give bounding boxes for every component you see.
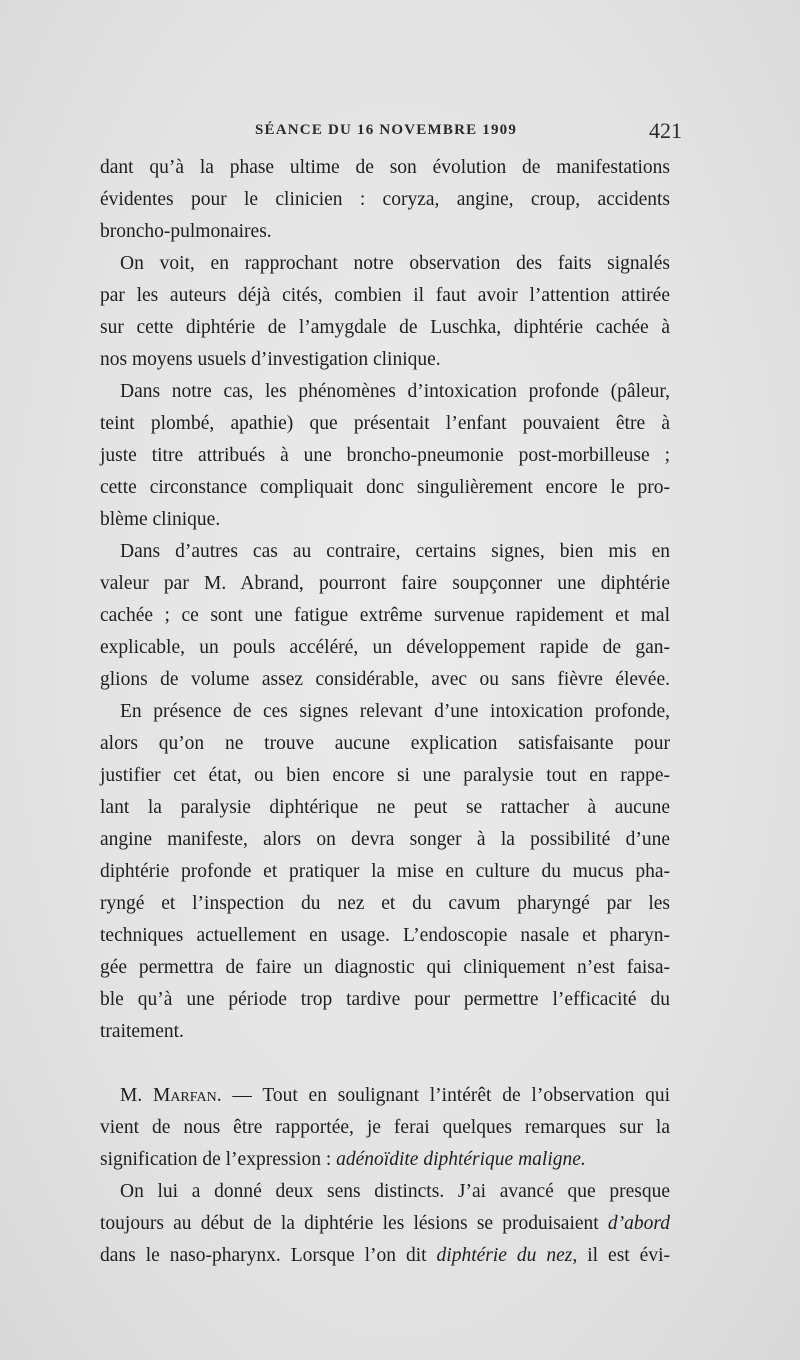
text-line: techniques actuellement en usage. L’endoscopie nasale et pharyn- <box>100 925 670 946</box>
text-line: cette circonstance compliquait donc singulièrement encore le pro- <box>100 477 670 498</box>
italic-term: diphtérie du nez <box>436 1245 573 1266</box>
page-header <box>100 118 682 148</box>
text-line: valeur par M. Abrand, pourront faire soupçonner une diphtérie <box>100 573 670 594</box>
text-line: juste titre attribués à une broncho-pneumonie post-morbilleuse ; <box>100 445 670 466</box>
speaker-line <box>100 1080 670 1112</box>
text-line: gée permettra de faire un diagnostic qui cliniquement n’est faisa- <box>100 957 670 978</box>
text-line: angine manifeste, alors on devra songer à la possibilité d’une <box>100 829 670 850</box>
text-line: glions de volume assez considérable, avec ou sans fièvre élevée. <box>100 669 670 690</box>
text-line: vient de nous être rapportée, je ferai quelques remarques sur la <box>100 1117 670 1138</box>
text-line: Dans d’autres cas au contraire, certains signes, bien mis en <box>120 541 670 562</box>
text-line: nos moyens usuels d’investigation clinique. <box>100 349 441 370</box>
text-span: toujours au début de la diphtérie les lésions se produisaient <box>100 1213 608 1234</box>
text-line: En présence de ces signes relevant d’une intoxication profonde, <box>120 701 670 722</box>
speaker-line-text: — Tout en soulignant l’intérêt de l’observation qui <box>221 1085 671 1106</box>
text-line: On lui a donné deux sens distincts. J’ai avancé que presque <box>120 1181 670 1202</box>
text-line: sur cette diphtérie de l’amygdale de Luschka, diphtérie cachée à <box>100 317 670 338</box>
text-span: signification de l’expression : <box>100 1149 337 1170</box>
text-span: , il est évi- <box>572 1245 670 1266</box>
text-line: On voit, en rapprochant notre observation des faits signalés <box>120 253 670 274</box>
text-line: Dans notre cas, les phénomènes d’intoxication profonde (pâleur, <box>120 381 670 402</box>
page-number: 421 <box>649 118 682 143</box>
text-line <box>100 1144 670 1176</box>
text-line <box>100 1240 670 1272</box>
speaker-name: M. Marfan. <box>120 1085 222 1106</box>
text-line: broncho-pulmonaires. <box>100 221 272 242</box>
text-line <box>100 1208 670 1240</box>
italic-term: d’abord <box>607 1213 670 1234</box>
text-line: ble qu’à une période trop tardive pour permettre l’efficacité du <box>100 989 670 1010</box>
text-line: cachée ; ce sont une fatigue extrême survenue rapidement et mal <box>100 605 670 626</box>
text-span: dans le naso-pharynx. Lorsque l’on dit <box>100 1245 437 1266</box>
section-gap <box>100 1048 670 1080</box>
text-line: justifier cet état, ou bien encore si une paralysie tout en rappe- <box>100 765 670 786</box>
text-line: évidentes pour le clinicien : coryza, angine, croup, accidents <box>100 189 670 210</box>
italic-term: adénoïdite diphtérique maligne. <box>336 1149 586 1170</box>
text-line: par les auteurs déjà cités, combien il faut avoir l’attention attirée <box>100 285 670 306</box>
text-line: traitement. <box>100 1021 184 1042</box>
text-line: alors qu’on ne trouve aucune explication satisfaisante pour <box>100 733 670 754</box>
text-line: teint plombé, apathie) que présentait l’enfant pouvaient être à <box>100 413 670 434</box>
text-line: ryngé et l’inspection du nez et du cavum pharyngé par les <box>100 893 670 914</box>
body-text <box>100 152 670 1272</box>
text-line: lant la paralysie diphtérique ne peut se rattacher à aucune <box>100 797 670 818</box>
text-line: dant qu’à la phase ultime de son évolution de manifestations <box>100 157 670 178</box>
text-line: blème clinique. <box>100 509 221 530</box>
running-title: SÉANCE DU 16 NOVEMBRE 1909 <box>255 122 518 138</box>
text-line: explicable, un pouls accéléré, un développement rapide de gan- <box>100 637 670 658</box>
text-line: diphtérie profonde et pratiquer la mise en culture du mucus pha- <box>100 861 670 882</box>
